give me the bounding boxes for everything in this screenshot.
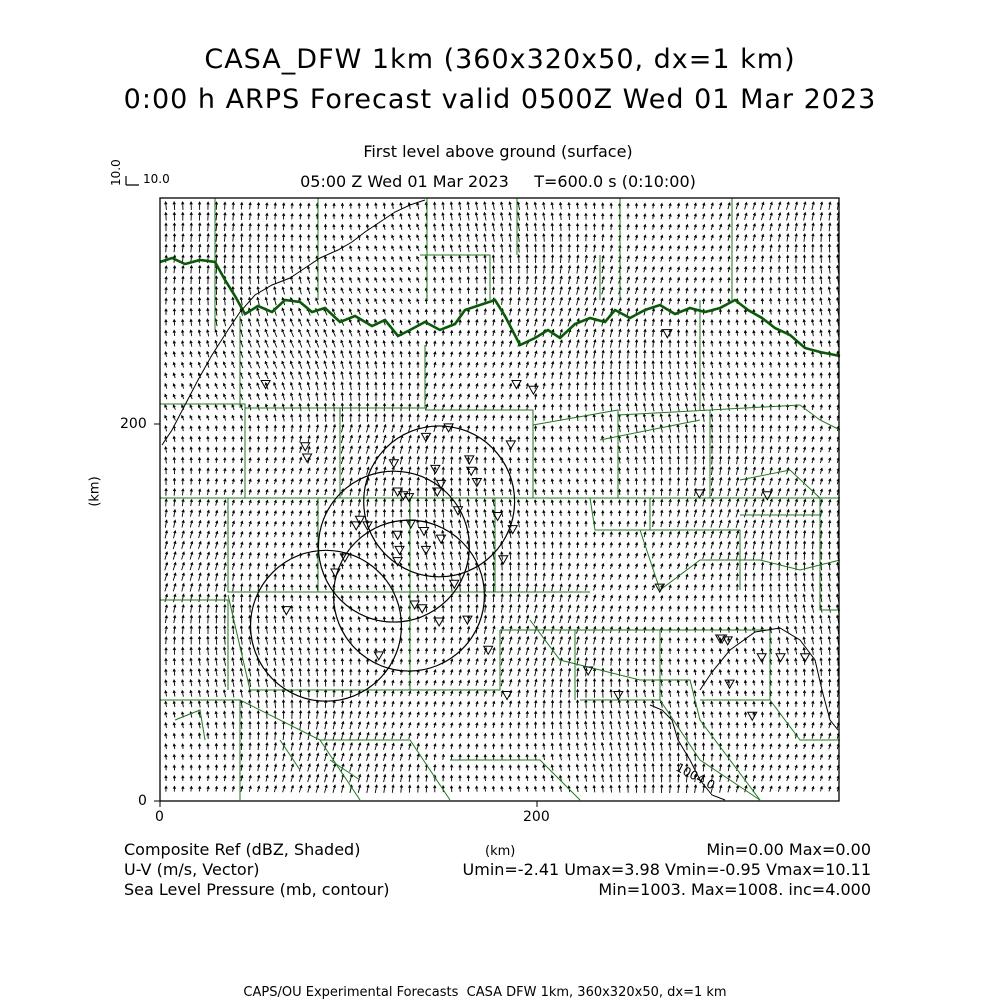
contour-label: 1004.0 [673, 760, 718, 793]
station-triangle-icon [465, 456, 474, 464]
radar-range-ring [318, 471, 469, 622]
map-title-line2: 0:00 h ARPS Forecast valid 0500Z Wed 01 Mar 2023 [123, 84, 877, 115]
legend-field-wind: U-V (m/s, Vector) [124, 860, 260, 879]
reference-vector-vertical-label: 10.0 [109, 159, 123, 186]
y-tick-0: 0 [138, 793, 147, 809]
legend-field-pressure: Sea Level Pressure (mb, contour) [124, 880, 390, 899]
station-triangle-icon [695, 490, 704, 498]
y-axis-label: (km) [87, 476, 103, 507]
station-triangle-icon [420, 528, 429, 536]
time-subtitle: 05:00 Z Wed 01 Mar 2023 T=600.0 s (0:10:00) [300, 172, 696, 191]
station-triangle-icon [529, 386, 538, 394]
y-tick-200: 200 [120, 416, 147, 432]
map-title-line1: CASA_DFW 1km (360x320x50, dx=1 km) [204, 44, 796, 75]
footer-credit: CAPS/OU Experimental Forecasts CASA DFW 1km, 360x320x50, dx=1 km [243, 985, 727, 1000]
reference-vector-icon [126, 176, 139, 185]
x-tick-0: 0 [155, 809, 164, 825]
station-triangle-icon [418, 605, 427, 613]
station-triangle-icon [435, 618, 444, 626]
station-triangle-icon [399, 492, 408, 500]
legend-stats-pressure: Min=1003. Max=1008. inc=4.000 [598, 880, 871, 899]
reference-vector-horizontal-label: 10.0 [143, 172, 170, 186]
x-axis-label: (km) [485, 844, 516, 859]
x-tick-200: 200 [523, 809, 550, 825]
radar-range-ring [251, 550, 402, 701]
legend-stats-wind: Umin=-2.41 Umax=3.98 Vmin=-0.95 Vmax=10.11 [462, 860, 871, 879]
station-triangle-icon [437, 535, 446, 543]
station-triangle-icon [301, 443, 310, 451]
station-triangle-icon [614, 691, 623, 699]
legend-stats-reflectivity: Min=0.00 Max=0.00 [706, 840, 871, 859]
station-triangle-icon [499, 556, 508, 564]
level-subtitle: First level above ground (surface) [363, 142, 633, 161]
station-triangle-icon [395, 546, 404, 554]
station-triangle-icon [406, 520, 415, 528]
state-border [160, 258, 840, 356]
station-triangle-icon [748, 712, 757, 720]
legend-field-reflectivity: Composite Ref (dBZ, Shaded) [124, 840, 361, 859]
